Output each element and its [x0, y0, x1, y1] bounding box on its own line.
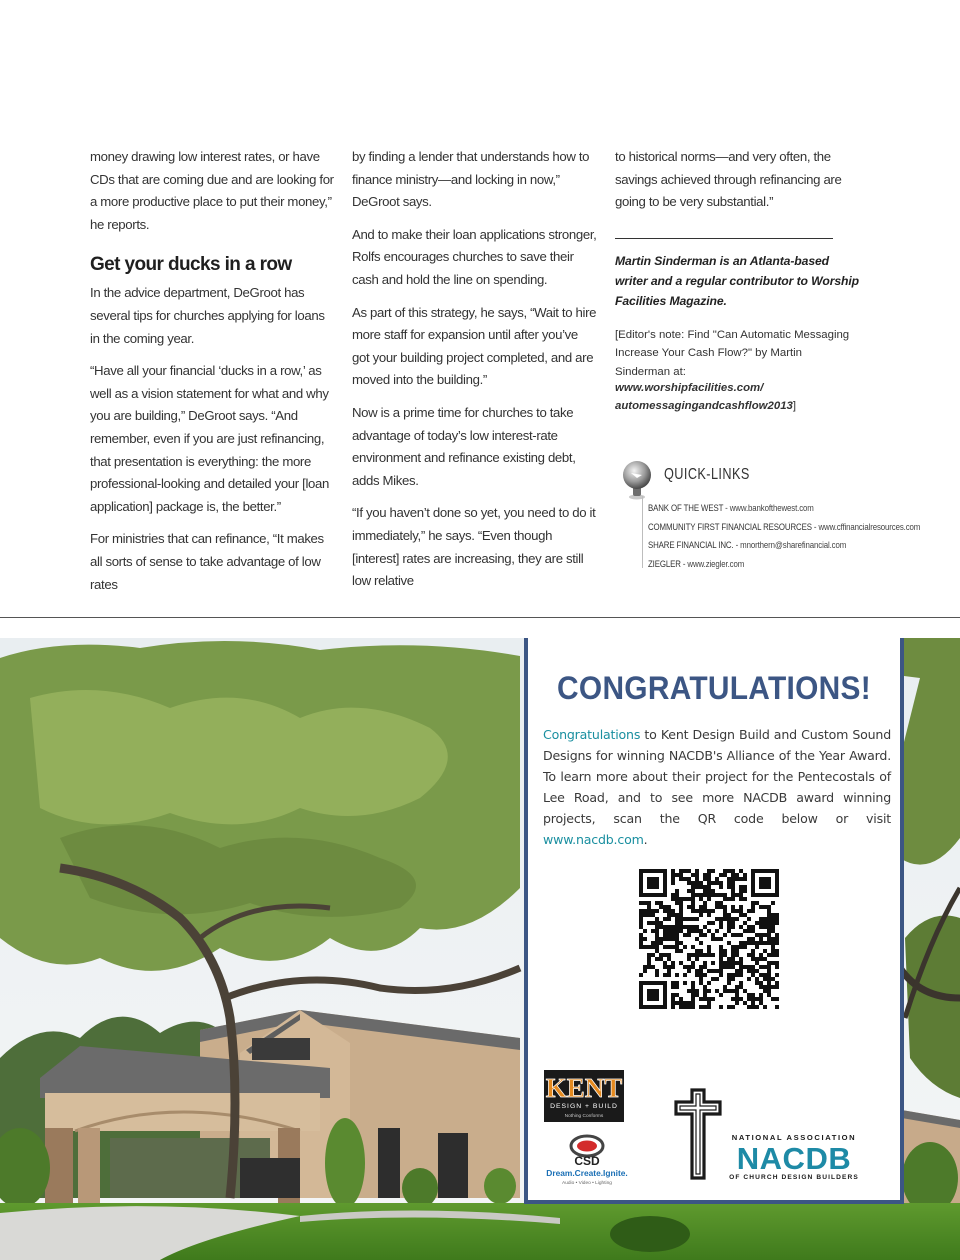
nacdb-bottom-line: OF CHURCH DESIGN BUILDERS [729, 1174, 859, 1181]
editors-note-link[interactable]: www.worshipfacilities.com/ [615, 382, 764, 395]
nacdb-wordmark: NACDB [736, 1141, 852, 1176]
article-column-3 [615, 146, 860, 415]
qr-code[interactable] [639, 869, 779, 1009]
csd-subline: Audio • Video • Lighting [562, 1181, 612, 1186]
paragraph: to historical norms—and very often, the savings achieved through refinancing are going to be very substantial.” [615, 149, 842, 210]
quick-links-title: QUICK-LINKS [664, 466, 750, 483]
paragraph: by finding a lender that understands how to finance ministry—and locking in now,” DeGroot says. [352, 149, 590, 210]
quick-link-item[interactable]: SHARE FINANCIAL INC. - mnorthern@sharefinancial.com [648, 540, 847, 551]
quick-link-item[interactable]: ZIEGLER - www.ziegler.com [648, 558, 745, 570]
quick-links-list [648, 500, 960, 574]
author-bio: Martin Sinderman is an Atlanta-based writer and a regular contributor to Worship Facilities Magazine. [615, 253, 859, 308]
csd-tagline: Dream.Create.Ignite. [546, 1168, 628, 1178]
nacdb-top-line: NATIONAL ASSOCIATION [731, 1133, 857, 1142]
ad-lead-word: Congratulations [543, 727, 641, 742]
editors-note [615, 326, 860, 416]
paragraph: And to make their loan applications stronger, Rolfs encourages churches to save their cash and hold the line on spending. [352, 226, 597, 287]
quick-links-line [642, 496, 643, 568]
paragraph: Now is a prime time for churches to take advantage of today’s low interest-rate environment and refinance existing debt, adds Mikes. [352, 404, 576, 488]
nacdb-logo [670, 1086, 882, 1182]
quick-links-icon [618, 460, 656, 500]
paragraph: money drawing low interest rates, or have CDs that are coming due and are looking for a more productive place to put their money,” he reports. [90, 149, 334, 232]
article-column-2 [352, 146, 597, 603]
quick-link-item[interactable]: BANK OF THE WEST - www.bankofthewest.com [648, 503, 814, 514]
paragraph: “Have all your financial ‘ducks in a row,’ as well as a vision statement for what and why you are building,” DeGroot says. “And remember, even if you are just refinancing, that presentation is everything: the more professional-looking and detailed your [loan application] package is, the better.” [90, 363, 329, 514]
kent-logo-subtitle: DESIGN + BUILD [550, 1103, 618, 1110]
kent-logo-tagline: Nothing Conforms [564, 1114, 604, 1119]
article-column-1 [90, 146, 335, 606]
editors-note-link-path[interactable]: automessagingandcashflow2013 [615, 399, 793, 412]
paragraph: For ministries that can refinance, “It makes all sorts of sense to take advantage of low rates [90, 531, 324, 592]
section-heading: Get your ducks in a row [90, 254, 292, 276]
paragraph: In the advice department, DeGroot has several tips for churches applying for loans in the coming year. [90, 285, 325, 346]
ad-title: CONGRATULATIONS! [557, 670, 871, 706]
editors-note-close: ] [792, 399, 797, 412]
ad-body: Congratulations to Kent Design Build and Custom Sound Designs for winning NACDB's Alliance of the Year Award. To learn more about their project for the Pentecostals of Lee Road, and to see more NACDB award winning projects, scan the QR code below or visit www.nacdb.com. [543, 727, 891, 847]
ad-body-text: to Kent Design Build and Custom Sound Designs for winning NACDB's Alliance of the Year Award. To learn more about their project for the Pentecostals of Lee Road, and to see more NACDB award winning projects, scan the QR code below or visit [543, 727, 891, 826]
csd-logo [542, 1134, 632, 1188]
page-divider [0, 617, 960, 618]
kent-logo-name: KENT [545, 1073, 623, 1103]
csd-mark: CSD [574, 1154, 600, 1168]
kent-logo [544, 1070, 624, 1122]
paragraph: “If you haven’t done so yet, you need to do it immediately,” he says. “Even though [interest] rates are increasing, they are still low relative [352, 505, 596, 589]
paragraph: As part of this strategy, he says, “Wait to hire more staff for expansion until after you’ve got your building project completed, and are moved into the building.” [352, 304, 597, 388]
divider-rule [615, 238, 833, 239]
congratulations-ad [524, 638, 904, 1204]
quick-link-item[interactable]: COMMUNITY FIRST FINANCIAL RESOURCES - www.cffinancialresources.com [648, 521, 921, 533]
editors-note-text: [Editor's note: Find "Can Automatic Messaging Increase Your Cash Flow?" by Martin Sinderman at: [615, 328, 850, 378]
nacdb-link[interactable]: www.nacdb.com [543, 832, 644, 847]
